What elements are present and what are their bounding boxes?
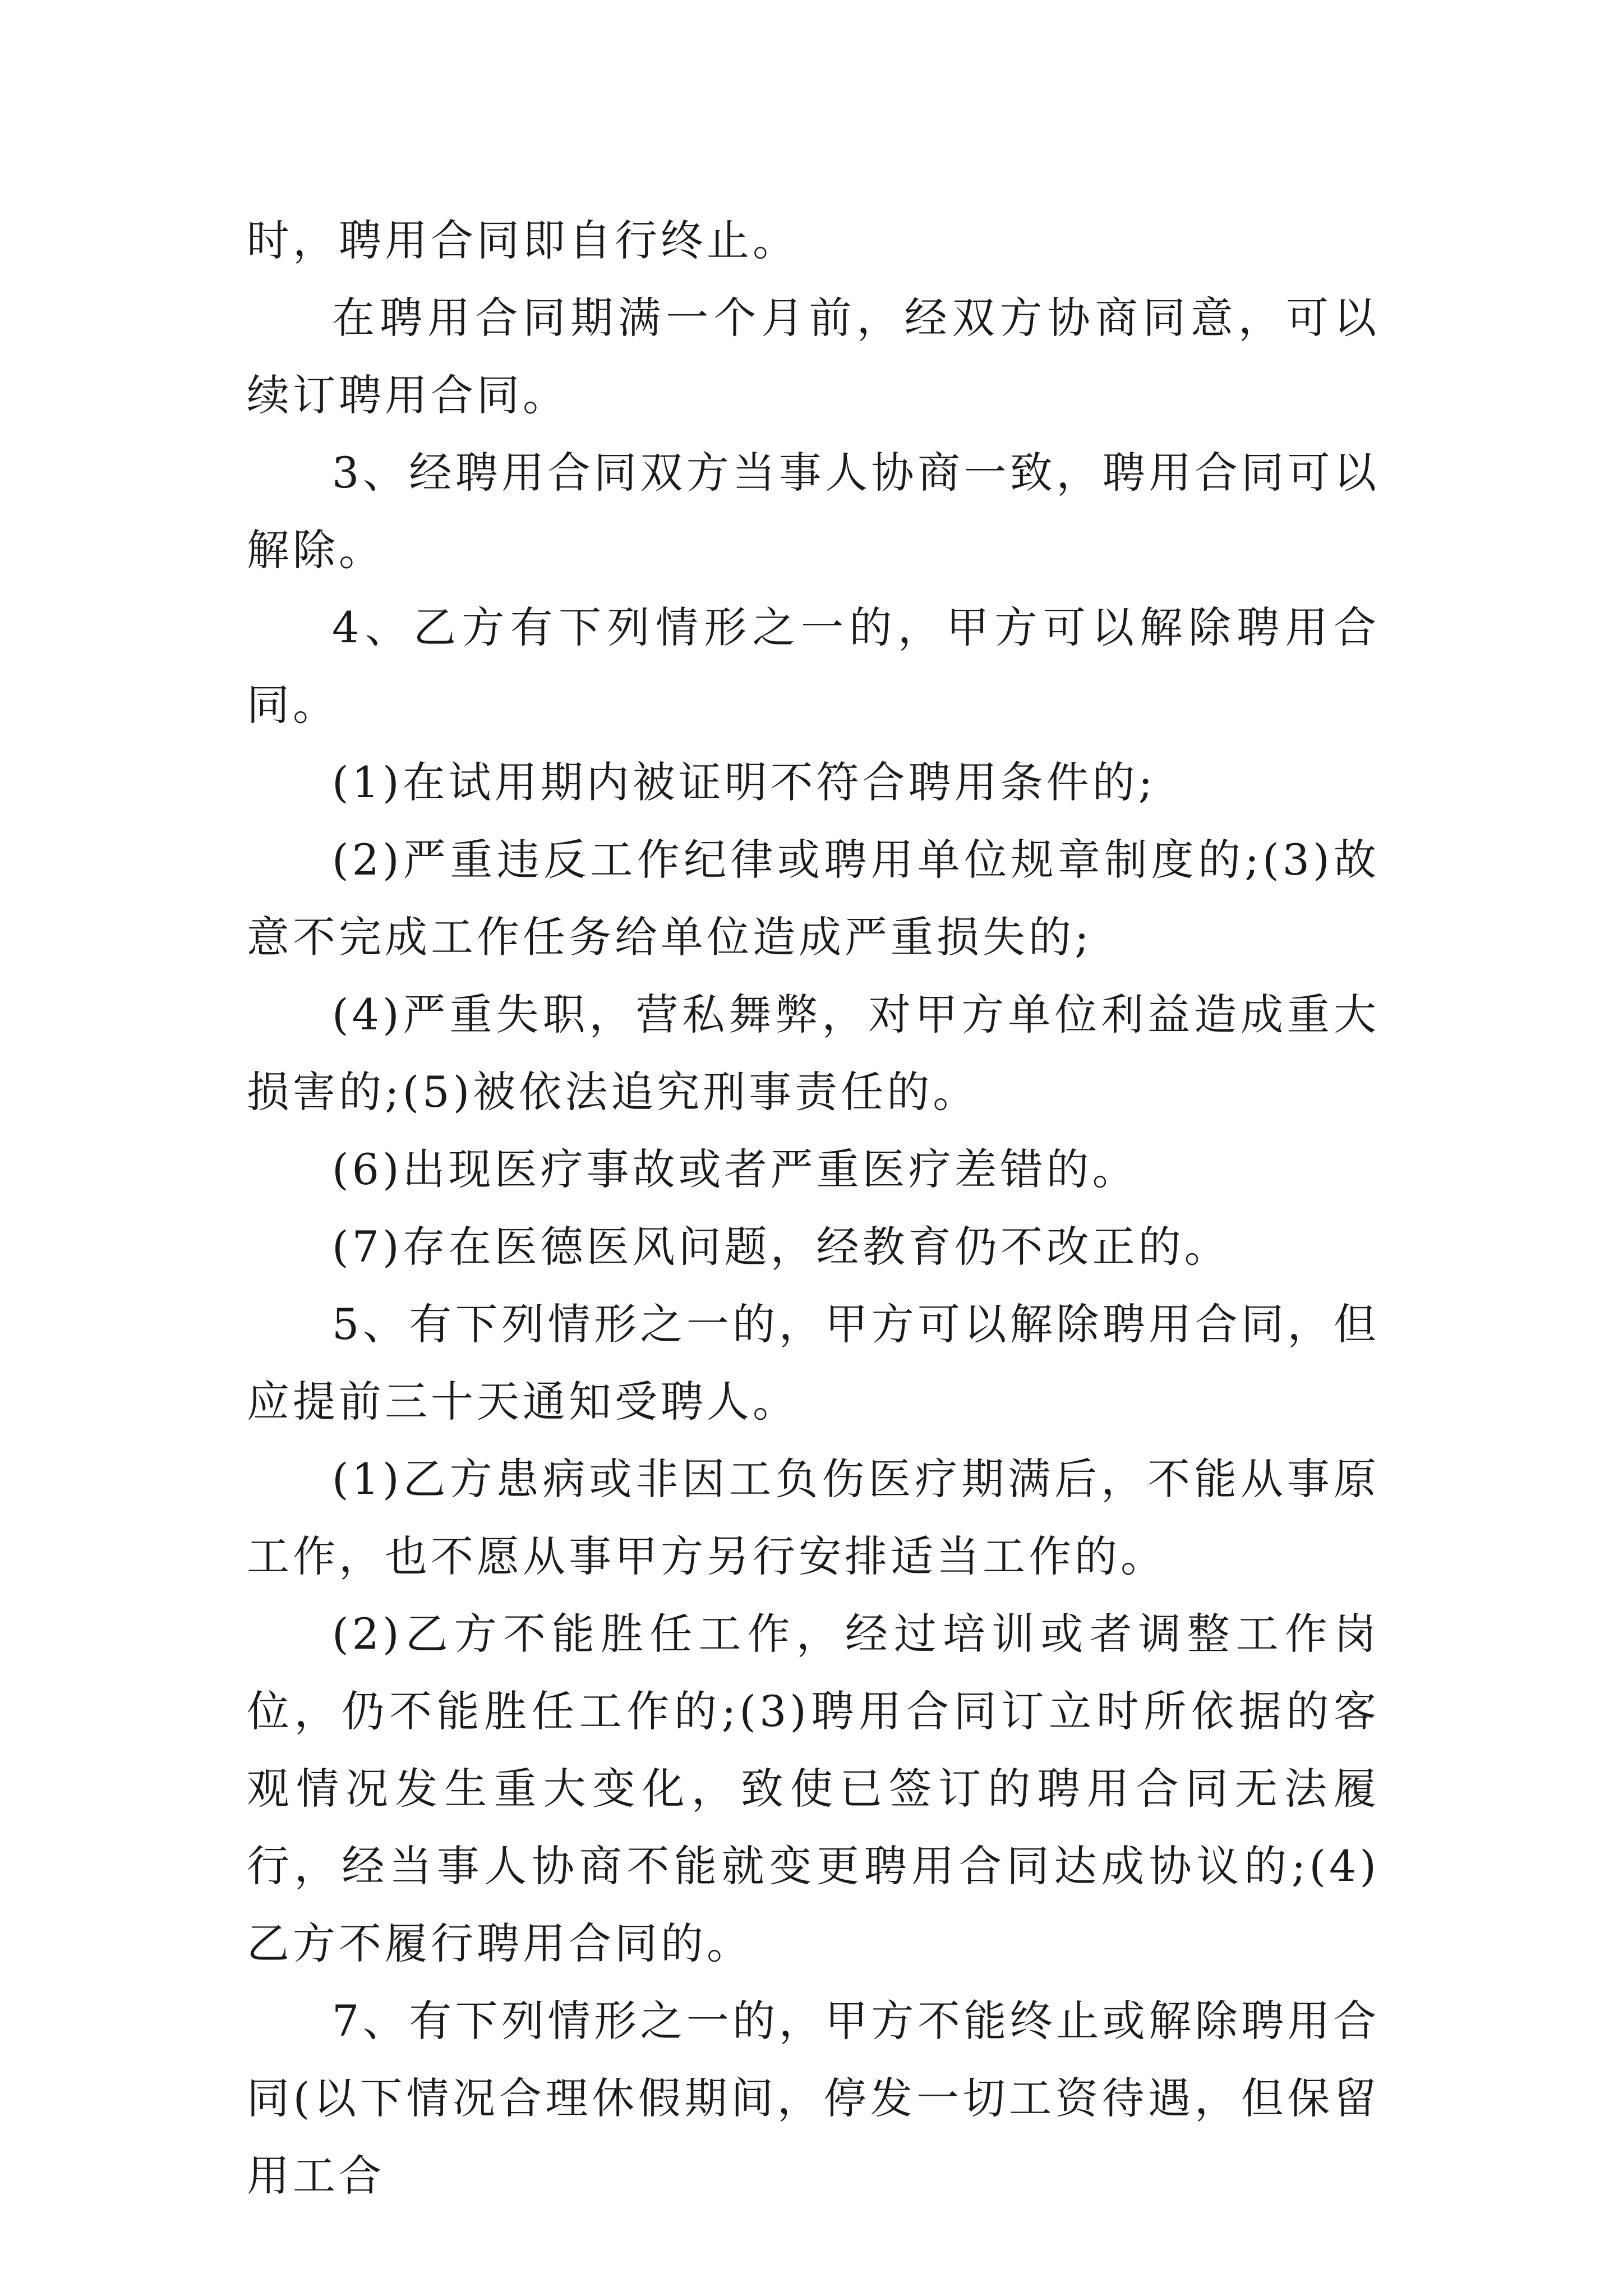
paragraph: 时，聘用合同即自行终止。 — [247, 215, 799, 265]
paragraph: 在聘用合同期满一个月前，经双方协商同意，可以续订聘用合同。 — [247, 293, 1380, 420]
paragraph: (7)存在医德医风问题，经教育仍不改正的。 — [332, 1222, 1230, 1272]
paragraph: (1)乙方患病或非因工负伤医疗期满后，不能从事原工作，也不愿从事甲方另行安排适当工作的。 — [247, 1454, 1380, 1581]
paragraph: (2)严重违反工作纪律或聘用单位规章制度的;(3)故意不完成工作任务给单位造成严重损失的; — [247, 835, 1380, 962]
paragraph: (4)严重失职，营私舞弊，对甲方单位利益造成重大损害的;(5)被依法追究刑事责任的。 — [247, 990, 1380, 1117]
paragraph: 3、经聘用合同双方当事人协商一致，聘用合同可以解除。 — [247, 448, 1380, 575]
paragraph: 4、乙方有下列情形之一的，甲方可以解除聘用合同。 — [247, 602, 1380, 730]
paragraph: 5、有下列情形之一的，甲方可以解除聘用合同，但应提前三十天通知受聘人。 — [247, 1299, 1380, 1427]
paragraph: 7、有下列情形之一的，甲方不能终止或解除聘用合同(以下情况合理休假期间，停发一切工资待遇，但保留用工合 — [247, 1996, 1380, 2201]
document-body — [247, 202, 1380, 2215]
paragraph: (1)在试用期内被证明不符合聘用条件的; — [332, 757, 1156, 807]
paragraph: (2)乙方不能胜任工作，经过培训或者调整工作岗位，仍不能胜任工作的;(3)聘用合同订立时所依据的客观情况发生重大变化，致使已签订的聘用合同无法履行，经当事人协商不能就变更聘用合同达成协议的;(4)乙方不履行聘用合同的。 — [247, 1609, 1380, 1968]
paragraph: (6)出现医疗事故或者严重医疗差错的。 — [332, 1144, 1138, 1194]
